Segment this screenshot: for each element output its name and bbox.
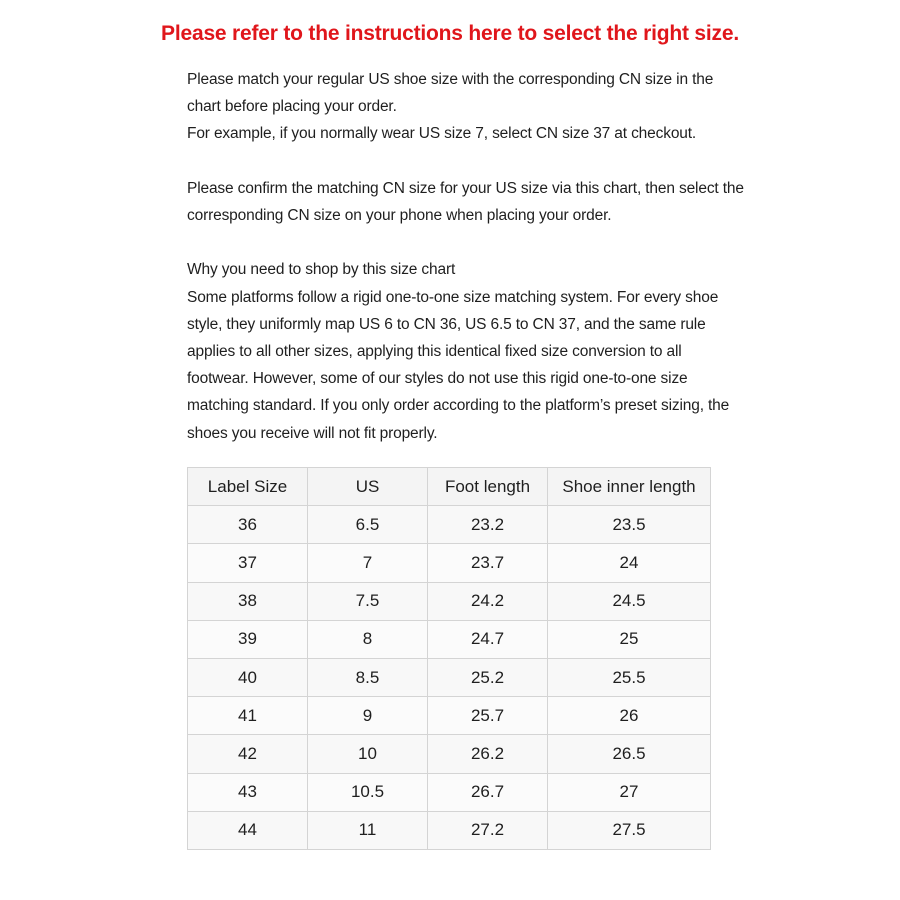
instruction-paragraph: Please confirm the matching CN size for your US size via this chart, then select the corresponding CN size on your phone when placing your order. <box>187 179 744 224</box>
cell-us: 10 <box>308 735 428 773</box>
cell-label-size: 37 <box>188 544 308 582</box>
cell-us: 7.5 <box>308 582 428 620</box>
table-row <box>188 544 711 582</box>
cell-foot-length: 26.7 <box>428 773 548 811</box>
cell-foot-length: 23.2 <box>428 506 548 544</box>
cell-us: 9 <box>308 697 428 735</box>
cell-foot-length: 25.7 <box>428 697 548 735</box>
cell-label-size: 36 <box>188 506 308 544</box>
cell-shoe-inner-length: 25.5 <box>548 658 711 696</box>
header-label-size: Label Size <box>188 468 308 506</box>
cell-shoe-inner-length: 25 <box>548 620 711 658</box>
cell-label-size: 41 <box>188 697 308 735</box>
cell-shoe-inner-length: 24.5 <box>548 582 711 620</box>
paragraph-spacer <box>187 229 747 256</box>
table-header-row <box>188 468 711 506</box>
header-shoe-inner-length: Shoe inner length <box>548 468 711 506</box>
cell-label-size: 44 <box>188 811 308 849</box>
table-row <box>188 811 711 849</box>
cell-label-size: 43 <box>188 773 308 811</box>
cell-shoe-inner-length: 23.5 <box>548 506 711 544</box>
cell-foot-length: 24.7 <box>428 620 548 658</box>
cell-shoe-inner-length: 26.5 <box>548 735 711 773</box>
paragraph-spacer <box>187 148 747 175</box>
cell-us: 10.5 <box>308 773 428 811</box>
cell-us: 7 <box>308 544 428 582</box>
instruction-paragraph: Please match your regular US shoe size with the corresponding CN size in the chart before placing your order. For example, if you normally wear US size 7, select CN size 37 at checkout. <box>187 71 714 143</box>
cell-foot-length: 26.2 <box>428 735 548 773</box>
cell-foot-length: 25.2 <box>428 658 548 696</box>
cell-us: 6.5 <box>308 506 428 544</box>
table-row <box>188 620 711 658</box>
page-heading: Please refer to the instructions here to select the right size. <box>161 22 739 45</box>
table-row <box>188 506 711 544</box>
section-subheading: Why you need to shop by this size chart <box>187 261 456 279</box>
table-row <box>188 697 711 735</box>
cell-shoe-inner-length: 26 <box>548 697 711 735</box>
cell-foot-length: 27.2 <box>428 811 548 849</box>
cell-shoe-inner-length: 27 <box>548 773 711 811</box>
instructions-text <box>187 66 747 447</box>
cell-us: 11 <box>308 811 428 849</box>
cell-foot-length: 23.7 <box>428 544 548 582</box>
cell-foot-length: 24.2 <box>428 582 548 620</box>
cell-us: 8 <box>308 620 428 658</box>
cell-label-size: 42 <box>188 735 308 773</box>
explanation-paragraph: Some platforms follow a rigid one-to-one size matching system. For every shoe style, they uniformly map US 6 to CN 36, US 6.5 to CN 37, and the same rule applies to all other sizes, applying this identical fixed size conversion to all footwear. However, some of our styles do not use this rigid one-to-one size matching standard. If you only order according to the platform’s preset sizing, the shoes you receive will not fit properly. <box>187 288 730 442</box>
cell-label-size: 38 <box>188 582 308 620</box>
cell-label-size: 40 <box>188 658 308 696</box>
cell-us: 8.5 <box>308 658 428 696</box>
table-row <box>188 773 711 811</box>
cell-shoe-inner-length: 24 <box>548 544 711 582</box>
table-row <box>188 658 711 696</box>
cell-shoe-inner-length: 27.5 <box>548 811 711 849</box>
header-foot-length: Foot length <box>428 468 548 506</box>
table-row <box>188 582 711 620</box>
cell-label-size: 39 <box>188 620 308 658</box>
size-chart-table <box>187 467 711 850</box>
table-row <box>188 735 711 773</box>
header-us: US <box>308 468 428 506</box>
